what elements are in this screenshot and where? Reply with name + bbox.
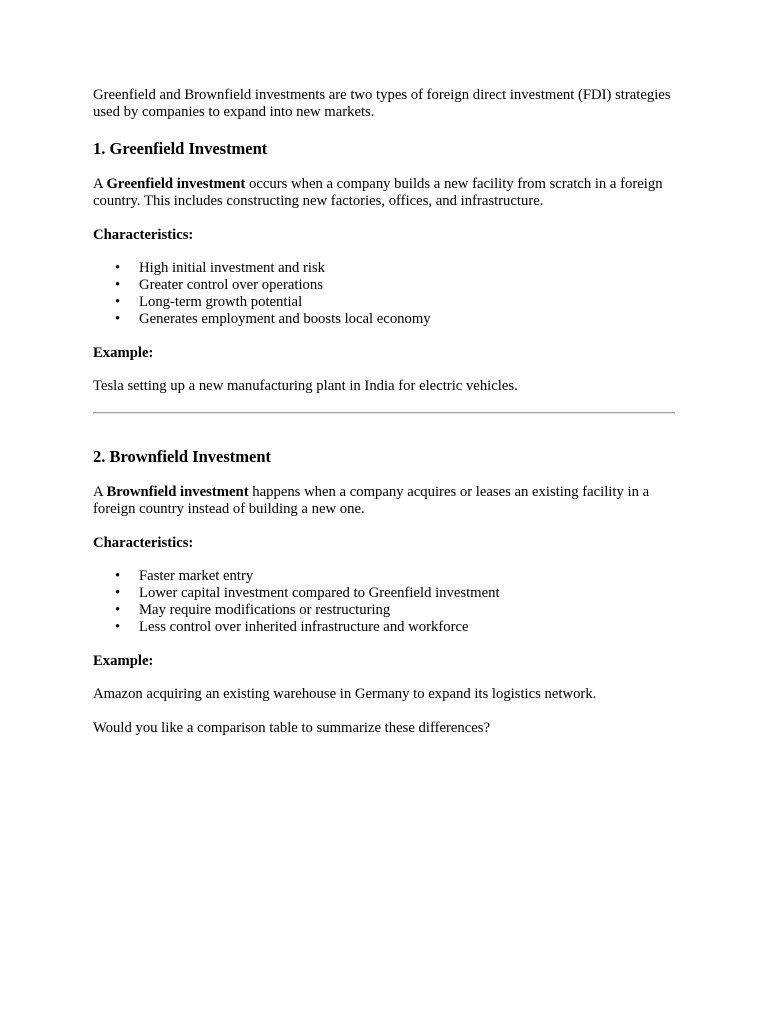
bullet-icon: • (115, 260, 121, 276)
definition-prefix: A (93, 176, 107, 192)
characteristics-list (93, 260, 678, 328)
list-item-text: Faster market entry (139, 568, 254, 584)
example-text: Tesla setting up a new manufacturing plant in India for electric vehicles. (93, 378, 518, 394)
section-heading-brownfield: 2. Brownfield Investment (93, 447, 271, 466)
characteristics-label: Characteristics: (93, 535, 194, 551)
characteristics-list (93, 568, 678, 636)
list-item (115, 602, 678, 619)
brownfield-definition (93, 484, 678, 518)
list-item-text: Less control over inherited infrastructure and workforce (139, 619, 469, 635)
list-item-text: Lower capital investment compared to Greenfield investment (139, 585, 500, 601)
list-item (115, 585, 678, 602)
list-item-text: Long-term growth potential (139, 294, 303, 310)
greenfield-definition (93, 176, 678, 210)
definition-term: Brownfield investment (106, 484, 249, 500)
section-greenfield (93, 139, 678, 395)
bullet-icon: • (115, 585, 121, 601)
bullet-icon: • (115, 294, 121, 310)
intro-paragraph: Greenfield and Brownfield investments are two types of foreign direct investment (FDI) strategies used by companies to expand into new markets. (93, 87, 671, 120)
section-brownfield (93, 447, 678, 703)
section-heading-greenfield: 1. Greenfield Investment (93, 139, 268, 158)
definition-prefix: A (93, 484, 107, 500)
definition-rest: happens when a company acquires or leases an existing facility in a foreign country instead of building a new one. (93, 484, 650, 517)
bullet-icon: • (115, 568, 121, 584)
characteristics-label: Characteristics: (93, 227, 194, 243)
list-item-text: High initial investment and risk (139, 260, 326, 276)
bullet-icon: • (115, 602, 121, 618)
definition-term: Greenfield investment (106, 176, 246, 192)
list-item (115, 277, 678, 294)
section-divider (93, 412, 675, 414)
bullet-icon: • (115, 277, 121, 293)
example-label: Example: (93, 653, 154, 669)
list-item-text: May require modifications or restructuring (139, 602, 391, 618)
list-item (115, 619, 678, 636)
list-item (115, 294, 678, 311)
document-body (93, 87, 678, 737)
bullet-icon: • (115, 311, 121, 327)
example-label: Example: (93, 345, 154, 361)
bullet-icon: • (115, 619, 121, 635)
closing-question: Would you like a comparison table to summarize these differences? (93, 720, 491, 736)
list-item (115, 260, 678, 277)
example-text: Amazon acquiring an existing warehouse in Germany to expand its logistics network. (93, 686, 597, 702)
list-item (115, 568, 678, 585)
definition-rest: occurs when a company builds a new facility from scratch in a foreign country. This includes constructing new factories, offices, and infrastructure. (93, 176, 663, 209)
list-item-text: Generates employment and boosts local economy (139, 311, 431, 327)
list-item (115, 311, 678, 328)
list-item-text: Greater control over operations (139, 277, 323, 293)
